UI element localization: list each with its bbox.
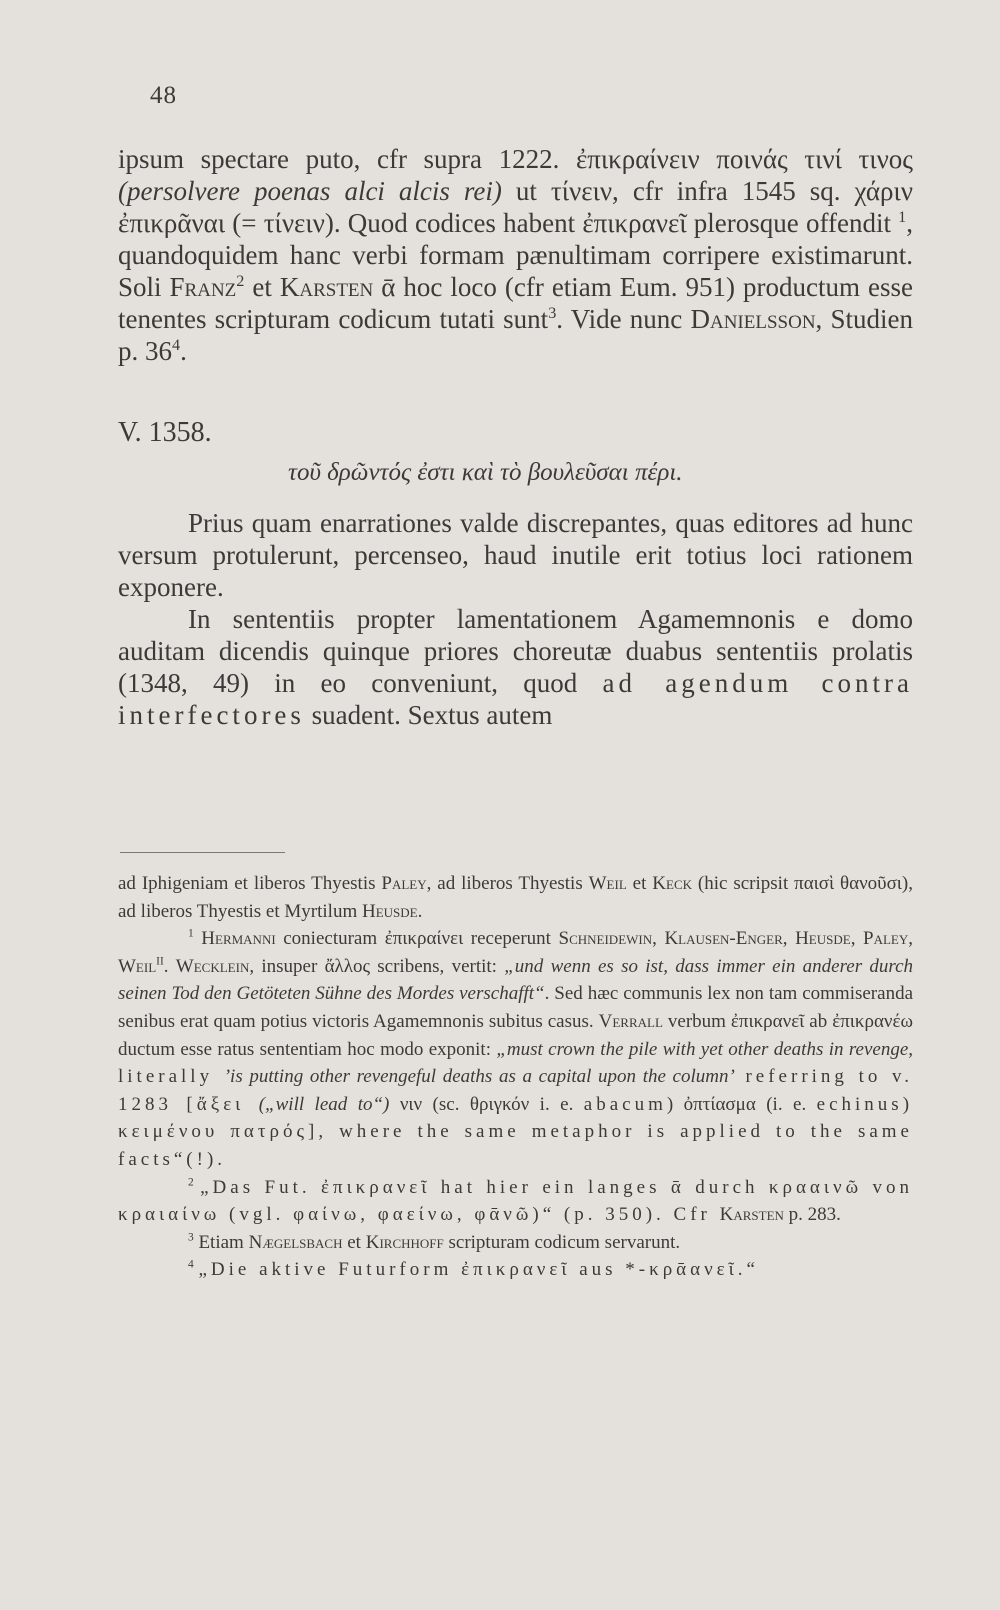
- author-name: Keck: [652, 873, 693, 894]
- text-run: referring to v. 1283 [ἄξει: [118, 1066, 914, 1115]
- text-run: (hic scripsit παισὶ θανοῦσι), ad liberos Thyestis et Myrtilum: [118, 873, 913, 922]
- text-run: ipsum spectare puto, cfr supra 1222. ἐπικραίνειν ποινάς τινί τινος: [118, 144, 913, 174]
- footnote-number: 1: [188, 927, 194, 940]
- spaced-emphasis: ad agendum contra interfectores: [118, 668, 913, 730]
- text-run: ad Iphigeniam et liberos Thyestis: [118, 873, 382, 894]
- author-name: Wecklein: [175, 955, 250, 977]
- text-run: , Studien p. 36: [118, 304, 913, 366]
- paragraph-2: Prius quam enarrationes valde discrepantes, quas editores ad hunc versum protulerunt, percenseo, haud inutile erit totius loci rationem exponere.: [118, 508, 913, 602]
- text-run: scripturam codicum servarunt.: [443, 1231, 681, 1253]
- footnote-number: 2: [188, 1176, 194, 1189]
- text-run: Etiam: [198, 1231, 249, 1253]
- author-name: Heusde: [362, 900, 418, 922]
- author-name: Verrall: [598, 1010, 663, 1032]
- text-run: p. 283.: [783, 1204, 841, 1226]
- text-run: . Sed hæc communis lex non tam commiseranda senibus erat quam potius victoris Agamemnonis subitus casus.: [118, 983, 914, 1032]
- author-name: Karsten: [279, 272, 374, 302]
- author-name: Kirchhoff: [365, 1231, 444, 1253]
- text-run: „Das Fut. ἐπικρανεῖ hat hier ein langes ᾱ durch κρααινῶ von κραιαίνω (vgl. φαίνω, φαείνω, φᾱνῶ)“ (p. 350). Cfr: [118, 1176, 913, 1226]
- footnote-number: 4: [188, 1258, 194, 1271]
- edition-ref: II: [156, 955, 164, 968]
- footnote-number: 3: [188, 1231, 194, 1244]
- text-run: νιν (sc. θριγκόν i. e.: [389, 1093, 584, 1115]
- italic-gloss: (persolvere poenas alci alcis rei): [118, 176, 502, 206]
- quotation: „und wenn es so ist, dass immer ein anderer durch seinen Tod den Getöteten Sühne des Mordes verschafft“: [118, 955, 913, 1005]
- text-run: .: [180, 336, 187, 366]
- main-text: [118, 143, 913, 731]
- quotation: ’is putting other revengeful deaths as a capital upon the column’: [223, 1066, 735, 1088]
- text-run: et: [342, 1231, 366, 1253]
- author-name: Nægelsbach: [248, 1231, 343, 1253]
- footnotes: [118, 870, 913, 1284]
- text-run: coniecturam ἐπικραίνει receperunt: [275, 928, 559, 950]
- spaced-emphasis: literally: [118, 1066, 224, 1088]
- text-run: et: [244, 272, 280, 302]
- footnote-ref: 4: [172, 336, 181, 354]
- text-run: , quandoquidem hanc verbi formam pænultimam corripere existimarunt. Soli: [118, 208, 913, 302]
- text-run: ut τίνειν, cfr infra 1545 sq. χάριν ἐπικρᾶναι (= τίνειν). Quod codices habent ἐπικρανεῖ plerosque offendit: [118, 176, 913, 238]
- footnote-continuation: [118, 870, 913, 925]
- section-heading: V. 1358.: [118, 417, 212, 448]
- author-name: Danielsson: [690, 304, 816, 334]
- text-run: et: [626, 873, 653, 894]
- author-name: Weil: [588, 873, 627, 894]
- author-name: Hermanni: [201, 928, 276, 950]
- footnote-3: [118, 1229, 913, 1257]
- paragraph-3: [118, 603, 913, 731]
- quotation: „must crown the pile with yet other deaths in revenge,: [496, 1038, 914, 1060]
- spaced-emphasis: echinus: [816, 1093, 903, 1115]
- greek-verse: τοῦ δρῶντός ἐστι καὶ τὸ βουλεῦσαι πέρι.: [288, 459, 683, 486]
- author-names: Schneidewin, Klausen-Enger, Heusde, Paley, Weil: [118, 928, 913, 977]
- text-run: verbum ἐπικρανεῖ ab ἐπικρανέω ductum esse ratus sententiam hoc modo exponit:: [118, 1010, 913, 1060]
- text-run: , ad liberos Thyestis: [426, 873, 589, 894]
- footnote-ref: 2: [236, 272, 245, 290]
- author-name: Paley: [381, 873, 427, 894]
- footnote-ref: 1: [898, 208, 907, 226]
- footnote-2: [118, 1174, 913, 1229]
- page-number: 48: [150, 82, 177, 109]
- author-name: Franz: [169, 272, 237, 302]
- footnote-ref: 3: [548, 304, 557, 322]
- text-run: ᾱ hoc loco (cfr etiam Eum. 951) productum esse tenentes scripturam codicum tutati sunt: [118, 272, 913, 334]
- text-run: In sententiis propter lamentationem Agamemnonis e domo auditam dicendis quinque priores choreutæ duabus sententiis prolatis (1348, 49) in eo conveniunt, quod: [118, 604, 913, 698]
- spaced-emphasis: abacum: [583, 1093, 667, 1115]
- text-run: .: [417, 900, 423, 922]
- text-run: . Vide nunc: [556, 304, 691, 334]
- text-run: .: [163, 955, 176, 977]
- text-run: ) ὀπτίασμα (i. e.: [666, 1093, 817, 1115]
- footnote-4: [118, 1256, 913, 1284]
- text-run: „Die aktive Futurform ἐπικρανεῖ aus *-κρᾱανεῖ.“: [198, 1259, 759, 1281]
- quotation: („will lead to“): [258, 1093, 390, 1115]
- text-run: , insuper ἄλλος scribens, vertit:: [249, 955, 505, 977]
- author-name: Karsten: [719, 1204, 784, 1226]
- footnote-1: [118, 925, 913, 1173]
- text-run: ) κειμένου πατρός], where the same metaphor is applied to the same facts“(!).: [118, 1093, 914, 1170]
- paragraph-1: [118, 143, 913, 367]
- footnote-divider: [120, 852, 285, 853]
- text-run: suadent. Sextus autem: [304, 700, 553, 730]
